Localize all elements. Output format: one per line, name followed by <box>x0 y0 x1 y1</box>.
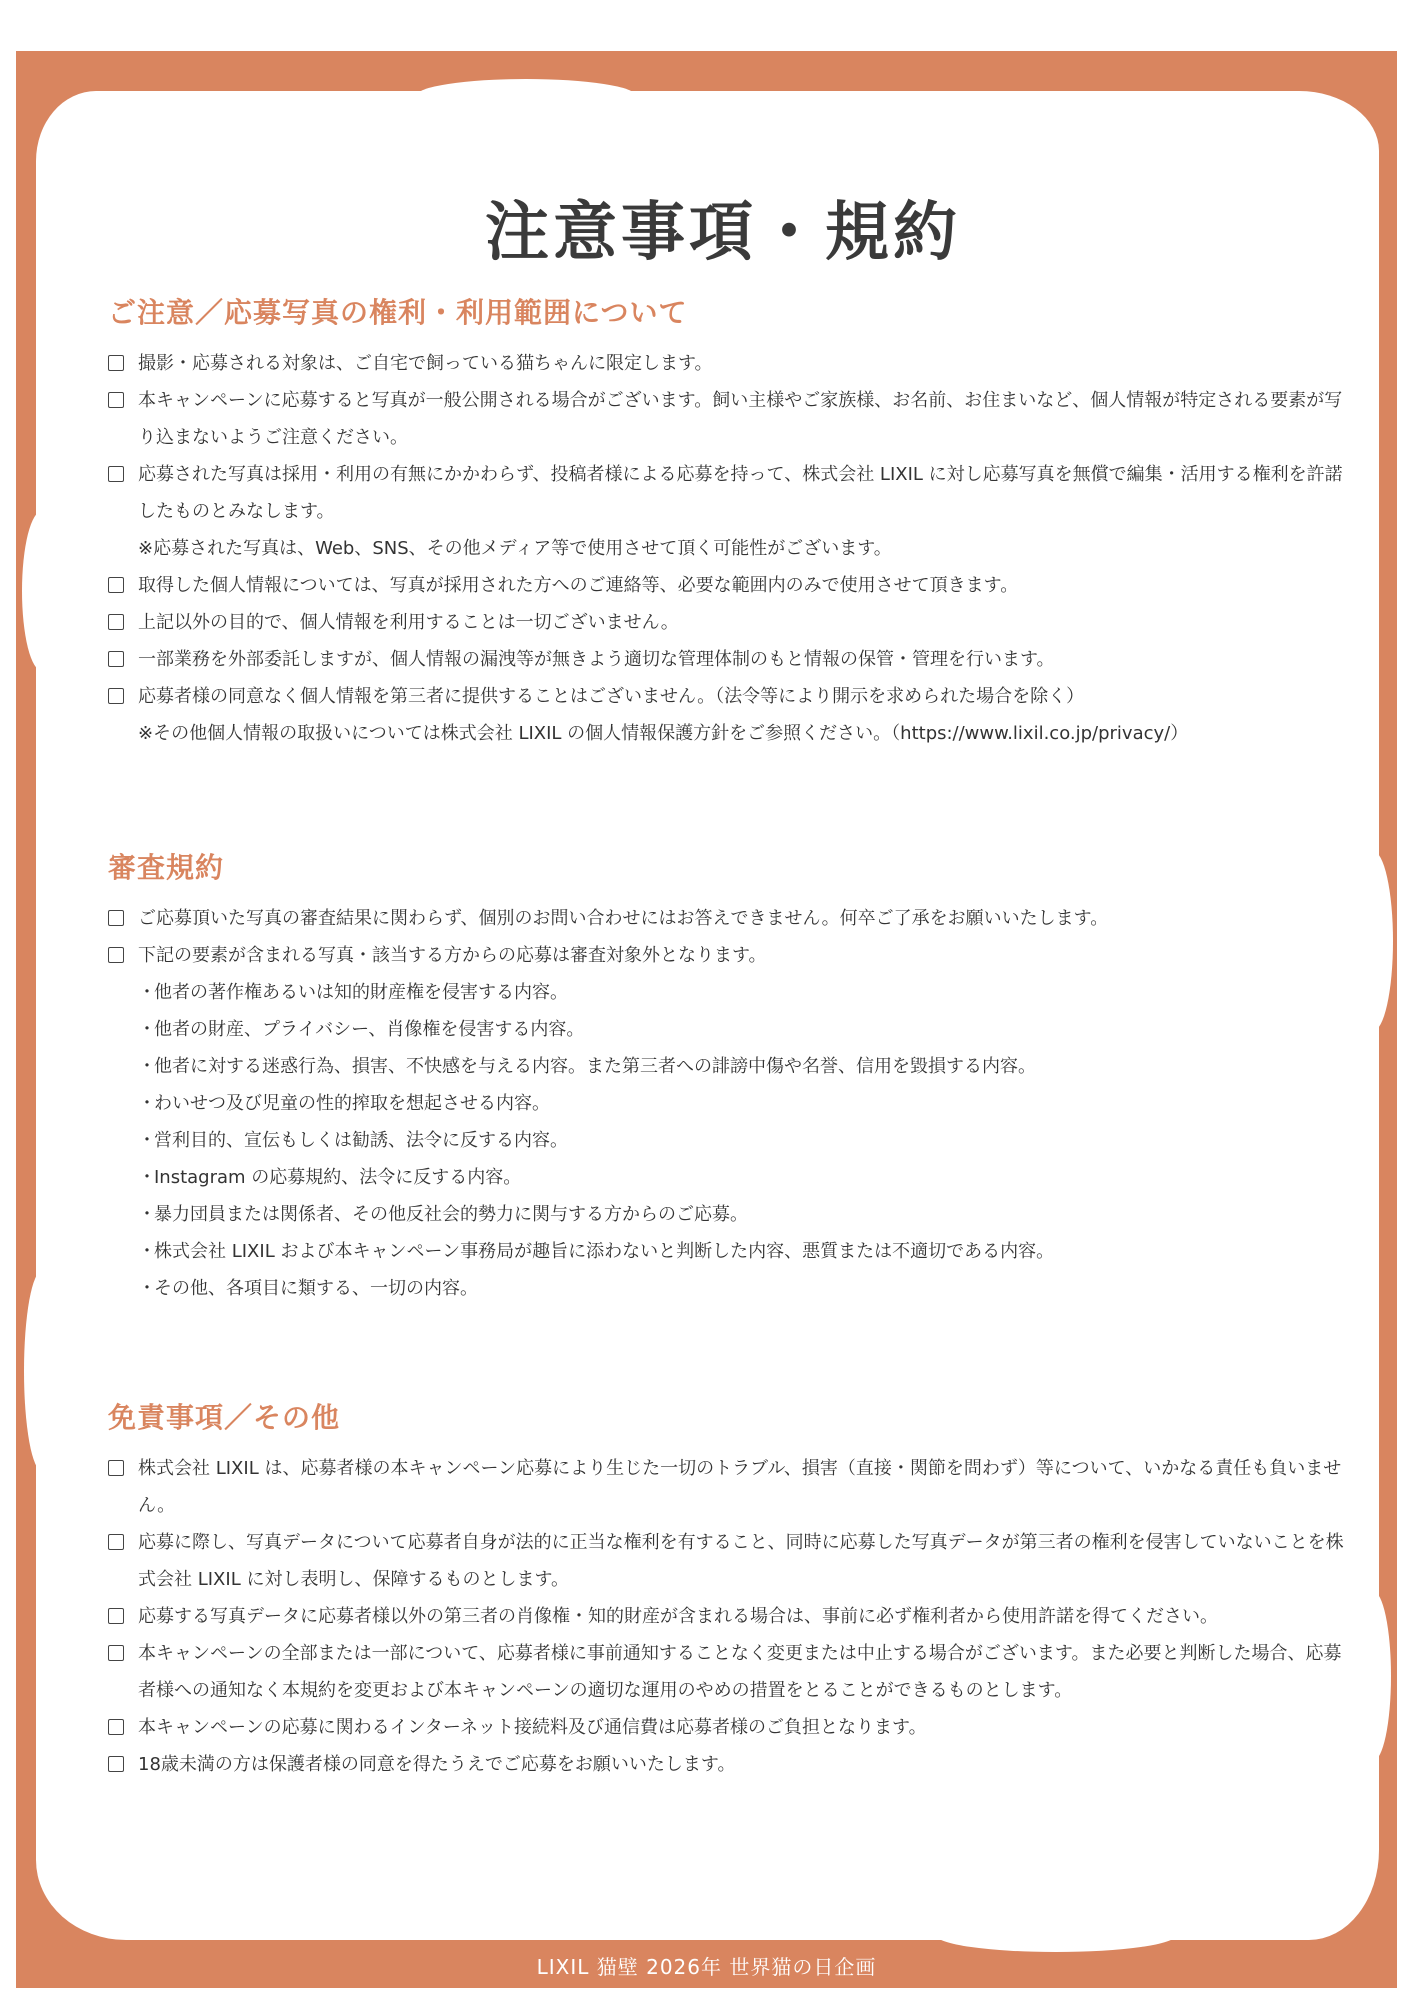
section-heading: ご注意／応募写真の権利・利用範囲について <box>108 296 688 329</box>
item-list <box>108 345 1348 752</box>
bullet-item <box>108 1048 1348 1085</box>
checkbox-icon <box>108 614 124 630</box>
checkbox-icon <box>108 1608 124 1624</box>
item-text: 上記以外の目的で、個人情報を利用することは一切ございません。 <box>138 612 679 633</box>
section-privacy <box>108 291 1348 752</box>
checkbox-icon <box>108 1534 124 1550</box>
bullet-dot-icon: ・ <box>138 1056 156 1077</box>
list-item <box>108 567 1348 604</box>
item-text: 応募する写真データに応募者様以外の第三者の肖像権・知的財産が含まれる場合は、事前に必ず権利者から使用許諾を得てください。 <box>138 1606 1218 1627</box>
section-heading: 審査規約 <box>108 851 225 884</box>
section-heading: 免責事項／その他 <box>108 1401 341 1434</box>
bullet-dot-icon: ・ <box>138 1130 156 1151</box>
bullet-dot-icon: ・ <box>138 1241 156 1262</box>
list-item <box>108 1598 1348 1635</box>
checkbox-icon <box>108 1645 124 1661</box>
page-frame <box>16 51 1397 1988</box>
bullet-dot-icon: ・ <box>138 982 156 1003</box>
bullet-text: 他者の著作権あるいは知的財産権を侵害する内容。 <box>154 982 568 1003</box>
item-text: 応募に際し、写真データについて応募者自身が法的に正当な権利を有すること、同時に応募した写真データが第三者の権利を侵害していないことを株式会社 LIXIL に対し表明し、保障するものとします。 <box>138 1532 1344 1590</box>
bullet-dot-icon: ・ <box>138 1278 156 1299</box>
list-item <box>108 456 1348 530</box>
page-title: 注意事項・規約 <box>485 196 961 270</box>
bullet-item <box>108 1085 1348 1122</box>
checkbox-icon <box>108 392 124 408</box>
bullet-text: 株式会社 LIXIL および本キャンペーン事務局が趣旨に添わないと判断した内容、悪質または不適切である内容。 <box>154 1241 1055 1262</box>
item-text: 本キャンペーンに応募すると写真が一般公開される場合がございます。飼い主様やご家族様、お名前、お住まいなど、個人情報が特定される要素が写り込まないようご注意ください。 <box>138 390 1343 448</box>
page-footer: LIXIL 猫壁 2026年 世界猫の日企画 <box>536 1955 877 1979</box>
list-item <box>108 641 1348 678</box>
bullet-text: 暴力団員または関係者、その他反社会的勢力に関与する方からのご応募。 <box>154 1204 748 1225</box>
bullet-dot-icon: ・ <box>138 1093 156 1114</box>
checkbox-icon <box>108 1460 124 1476</box>
item-text: 株式会社 LIXIL は、応募者様の本キャンペーン応募により生じた一切のトラブル、損害（直接・関節を問わず）等について、いかなる責任も負いません。 <box>138 1458 1342 1516</box>
checkbox-icon <box>108 355 124 371</box>
bullet-dot-icon: ・ <box>138 1019 156 1040</box>
section-disclaimer <box>108 1396 1348 1783</box>
checkbox-icon <box>108 910 124 926</box>
item-text: 本キャンペーンの応募に関わるインターネット接続料及び通信費は応募者様のご負担となります。 <box>138 1717 927 1738</box>
list-item <box>108 1450 1348 1524</box>
list-item <box>108 604 1348 641</box>
checkbox-icon <box>108 1719 124 1735</box>
section-review-rules <box>108 846 1348 1307</box>
paper-sheet <box>36 91 1379 1940</box>
list-item <box>108 1524 1348 1598</box>
bullet-item <box>108 1196 1348 1233</box>
item-text: 取得した個人情報については、写真が採用された方へのご連絡等、必要な範囲内のみで使用させて頂きます。 <box>138 575 1019 596</box>
bullet-text: 他者に対する迷惑行為、損害、不快感を与える内容。また第三者への誹謗中傷や名誉、信用を毀損する内容。 <box>154 1056 1036 1077</box>
bullet-item <box>108 1270 1348 1307</box>
item-text: 応募された写真は採用・利用の有無にかかわらず、投稿者様による応募を持って、株式会社 LIXIL に対し応募写真を無償で編集・活用する権利を許諾したものとみなします。 <box>138 464 1343 522</box>
item-text: ご応募頂いた写真の審査結果に関わらず、個別のお問い合わせにはお答えできません。何卒ご了承をお願いいたします。 <box>138 908 1109 929</box>
bullet-item <box>108 974 1348 1011</box>
bullet-item <box>108 1011 1348 1048</box>
bullet-text: 営利目的、宣伝もしくは勧誘、法令に反する内容。 <box>154 1130 568 1151</box>
item-note: ※その他個人情報の取扱いについては株式会社 LIXIL の個人情報保護方針をご参照ください。（https://www.lixil.co.jp/privacy/） <box>138 723 1189 744</box>
item-note: ※応募された写真は、Web、SNS、その他メディア等で使用させて頂く可能性がございます。 <box>138 538 892 559</box>
checkbox-icon <box>108 1756 124 1772</box>
item-text: 18歳未満の方は保護者様の同意を得たうえでご応募をお願いいたします。 <box>138 1754 736 1775</box>
item-text: 下記の要素が含まれる写真・該当する方からの応募は審査対象外となります。 <box>138 945 767 966</box>
item-text: 応募者様の同意なく個人情報を第三者に提供することはございません。（法令等により開示を求められた場合を除く） <box>138 686 1085 707</box>
checkbox-icon <box>108 688 124 704</box>
checkbox-icon <box>108 577 124 593</box>
bullet-dot-icon: ・ <box>138 1167 156 1188</box>
bullet-text: Instagram の応募規約、法令に反する内容。 <box>154 1167 522 1188</box>
item-text: 撮影・応募される対象は、ご自宅で飼っている猫ちゃんに限定します。 <box>138 353 713 374</box>
bullet-text: 他者の財産、プライバシー、肖像権を侵害する内容。 <box>154 1019 585 1040</box>
checkbox-icon <box>108 466 124 482</box>
item-text: 一部業務を外部委託しますが、個人情報の漏洩等が無きよう適切な管理体制のもと情報の保管・管理を行います。 <box>138 649 1055 670</box>
list-item <box>108 1709 1348 1746</box>
bullet-item <box>108 1122 1348 1159</box>
list-item <box>108 1746 1348 1783</box>
list-item <box>108 382 1348 456</box>
list-item <box>108 900 1348 937</box>
checkbox-icon <box>108 651 124 667</box>
checkbox-icon <box>108 947 124 963</box>
list-item <box>108 345 1348 382</box>
bullet-text: わいせつ及び児童の性的搾取を想起させる内容。 <box>154 1093 550 1114</box>
item-text: 本キャンペーンの全部または一部について、応募者様に事前通知することなく変更または中止する場合がございます。また必要と判断した場合、応募者様への通知なく本規約を変更および本キャンペーンの適切な運用のやめの措置をとることができるものとします。 <box>138 1643 1342 1701</box>
list-item <box>108 678 1348 715</box>
bullet-dot-icon: ・ <box>138 1204 156 1225</box>
list-item <box>108 937 1348 974</box>
bullet-item <box>108 1233 1348 1270</box>
bullet-item <box>108 1159 1348 1196</box>
bullet-text: その他、各項目に類する、一切の内容。 <box>154 1278 478 1299</box>
list-item <box>108 1635 1348 1709</box>
